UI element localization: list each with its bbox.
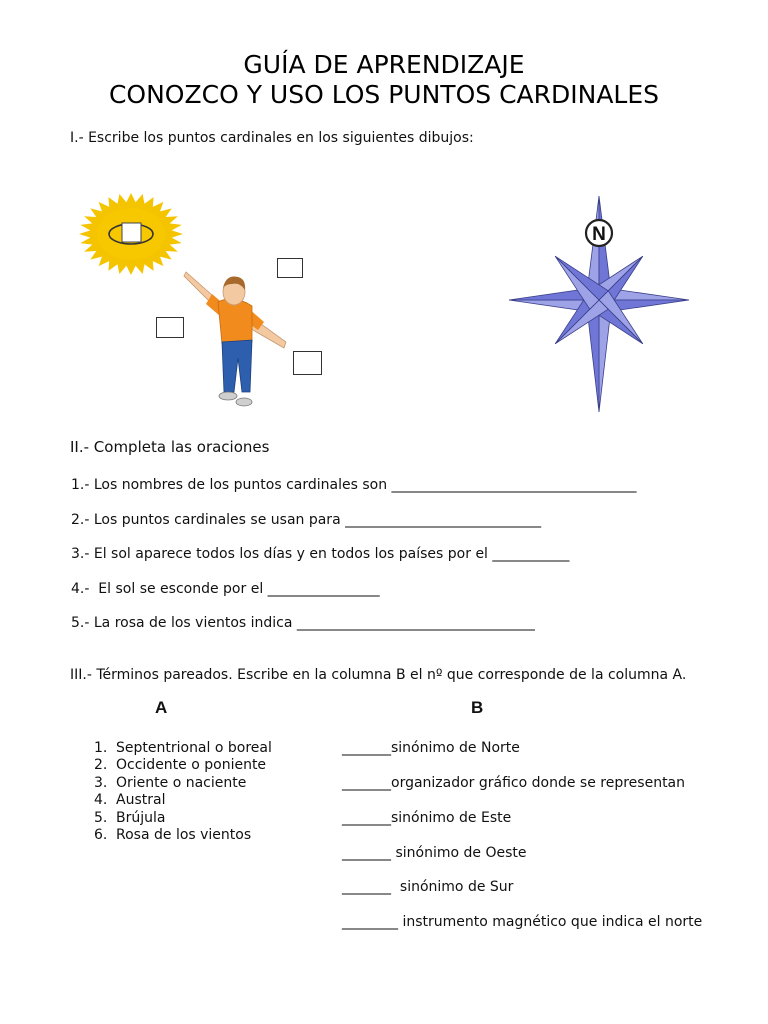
column-b-item-5: _______ sinónimo de Sur — [342, 879, 514, 895]
column-b-item-6: ________ instrumento magnético que indica el norte — [342, 914, 703, 930]
sentence-5: 5.- La rosa de los vientos indica __________________________________ — [71, 615, 535, 631]
sun-icon — [78, 192, 184, 276]
list-item: 4. Austral — [94, 792, 166, 809]
list-item: 2. Occidente o poniente — [94, 757, 267, 774]
answer-box-right[interactable] — [293, 351, 322, 375]
column-b-item-1: _______sinónimo de Norte — [342, 740, 520, 756]
child-pointing-icon — [182, 264, 294, 410]
column-b-item-4: _______ sinónimo de Oeste — [342, 845, 527, 861]
answer-box-left[interactable] — [156, 317, 184, 338]
section2-heading: II.- Completa las oraciones — [70, 438, 270, 456]
section3-heading: III.- Términos pareados. Escribe en la columna B el nº que corresponde de la columna A. — [70, 667, 687, 683]
column-b-item-2: _______organizador gráfico donde se representan — [342, 775, 686, 791]
list-item: 6. Rosa de los vientos — [94, 827, 252, 844]
compass-rose-icon — [506, 190, 692, 414]
column-b-label: B — [471, 698, 484, 717]
list-item: 5. Brújula — [94, 809, 166, 826]
list-item: 3. Oriente o naciente — [94, 774, 247, 791]
page-title-line1: GUÍA DE APRENDIZAJE — [243, 50, 525, 79]
column-b-item-3: _______sinónimo de Este — [342, 810, 512, 826]
sentence-4: 4.- El sol se esconde por el ________________ — [71, 581, 380, 597]
compass-north-label: N — [592, 224, 606, 245]
column-a-label: A — [155, 698, 168, 717]
section1-instruction: I.- Escribe los puntos cardinales en los siguientes dibujos: — [70, 130, 474, 146]
column-a-list — [94, 740, 272, 844]
sentence-3: 3.- El sol aparece todos los días y en todos los países por el ___________ — [71, 546, 570, 562]
sentence-1: 1.- Los nombres de los puntos cardinales son ___________________________________ — [71, 477, 637, 493]
list-item: 1. Septentrional o boreal — [94, 740, 272, 756]
sentence-2: 2.- Los puntos cardinales se usan para ____________________________ — [71, 512, 542, 528]
page-title-line2: CONOZCO Y USO LOS PUNTOS CARDINALES — [108, 80, 660, 109]
